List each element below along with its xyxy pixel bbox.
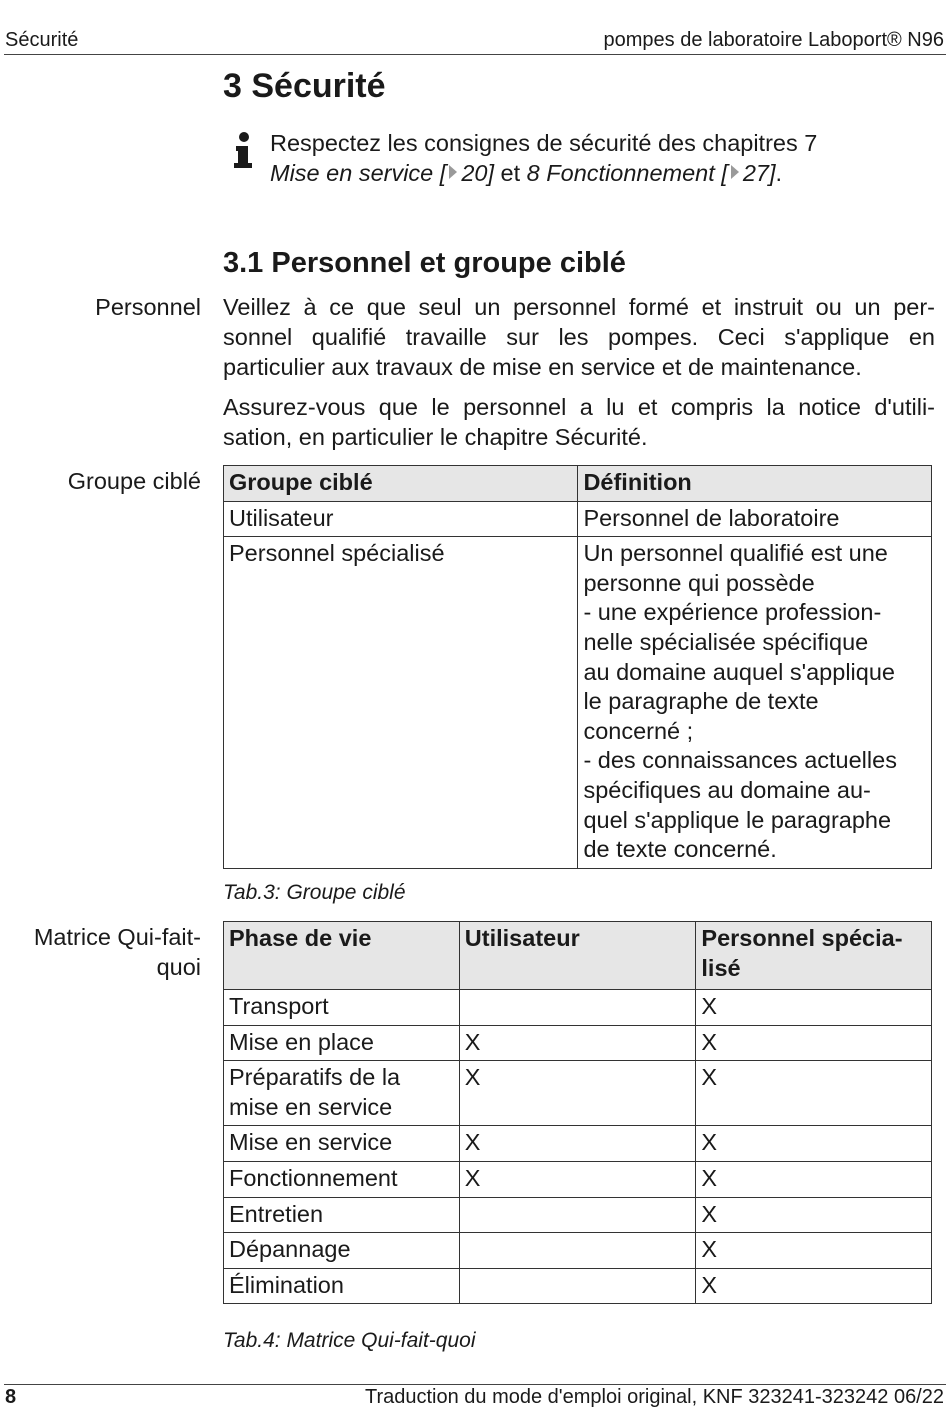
- table-header-cell: Définition: [578, 466, 932, 502]
- note-ref1-page[interactable]: 20]: [461, 160, 494, 186]
- side-label-groupe: Groupe ciblé: [67, 468, 201, 494]
- table-cell: Transport: [224, 990, 460, 1026]
- table-cell: X: [696, 1268, 932, 1304]
- table4-caption: Tab.4: Matrice Qui-fait-quoi: [223, 1329, 476, 1352]
- table-cell: Élimination: [224, 1268, 460, 1304]
- table-cell: Utilisateur: [224, 501, 578, 537]
- definition-line: nelle spécialisée spécifique: [583, 628, 869, 655]
- table-cell: X: [696, 1233, 932, 1269]
- cell-line: mise en service: [229, 1093, 393, 1120]
- running-header-product: pompes de laboratoire Laboport® N96: [603, 29, 944, 51]
- definition-line: concerné ;: [583, 717, 694, 744]
- table-header-cell: Phase de vie: [224, 922, 460, 990]
- paragraph-line: sation, en particulier le chapitre Sécurité.: [223, 424, 648, 450]
- paragraph-line: Veillez à ce que seul un personnel formé et instruit ou un per-: [223, 294, 935, 320]
- table-row: [224, 1233, 932, 1269]
- table-cell: X: [459, 1161, 696, 1197]
- table-row: [224, 537, 932, 869]
- definition-line: le paragraphe de texte: [583, 688, 819, 715]
- definition-line: quel s'applique le paragraphe: [583, 806, 892, 833]
- paragraph-line: Assurez-vous que le personnel a lu et compris la notice d'utili-: [223, 394, 935, 420]
- paragraph-line: sonnel qualifié travaille sur les pompes. Ceci s'applique en: [223, 324, 935, 350]
- table-cell: X: [696, 1061, 932, 1126]
- page-arrow-icon: [449, 165, 457, 179]
- table-header-cell: [696, 922, 932, 990]
- table-cell: [578, 537, 932, 869]
- info-note: [223, 128, 923, 188]
- page-number: 8: [5, 1386, 17, 1408]
- table-cell: X: [696, 1161, 932, 1197]
- table-cell: X: [459, 1061, 696, 1126]
- table-cell: Personnel spécialisé: [224, 537, 578, 869]
- table-cell: [459, 990, 696, 1026]
- table-header-row: [224, 466, 932, 502]
- note-ref1-number: 7: [804, 130, 818, 156]
- table-row: [224, 1161, 932, 1197]
- responsibility-matrix-table: [223, 921, 932, 1304]
- table-row: [224, 1197, 932, 1233]
- table-row: [224, 1025, 932, 1061]
- definition-line: - des connaissances actuelles: [583, 747, 897, 774]
- definition-line: personne qui possède: [583, 569, 815, 596]
- side-label-matrice: [34, 922, 201, 982]
- header-divider: [4, 54, 946, 55]
- table-row: [224, 1268, 932, 1304]
- table-cell: Mise en service: [224, 1126, 460, 1162]
- table-cell: [224, 1061, 460, 1126]
- info-icon: [223, 130, 263, 190]
- definition-line: Un personnel qualifié est une: [583, 540, 888, 567]
- table-cell: Fonctionnement: [224, 1161, 460, 1197]
- table-cell: Mise en place: [224, 1025, 460, 1061]
- running-header-section: Sécurité: [5, 29, 79, 51]
- paragraph-line: particulier aux travaux de mise en service et de maintenance.: [223, 354, 862, 380]
- table-header-cell: Groupe ciblé: [224, 466, 578, 502]
- table-header-cell: Utilisateur: [459, 922, 696, 990]
- note-conjunction: et: [493, 160, 527, 186]
- page-arrow-icon: [731, 165, 739, 179]
- target-group-table: [223, 465, 932, 869]
- note-end: .: [775, 160, 783, 186]
- table3-caption: Tab.3: Groupe ciblé: [223, 881, 406, 904]
- note-text-part1: Respectez les consignes de sécurité des chapitres: [270, 130, 805, 156]
- header-line: Personnel spécia-: [701, 925, 903, 951]
- notice-paragraph: [223, 392, 935, 452]
- table-cell: X: [696, 1126, 932, 1162]
- side-label-personnel: Personnel: [95, 294, 201, 320]
- table-cell: [459, 1268, 696, 1304]
- section-title: 3.1 Personnel et groupe ciblé: [223, 247, 626, 279]
- personnel-paragraph: [223, 292, 935, 382]
- table-cell: Entretien: [224, 1197, 460, 1233]
- note-ref2-number[interactable]: 8: [526, 160, 540, 186]
- side-label-matrice-line1: Matrice Qui-fait-: [33, 924, 201, 950]
- table-cell: X: [696, 1197, 932, 1233]
- footer-document-reference: Traduction du mode d'emploi original, KNF 323241-323242 06/22: [364, 1386, 944, 1408]
- chapter-title: 3 Sécurité: [223, 67, 386, 105]
- table-cell: [459, 1233, 696, 1269]
- definition-line: de texte concerné.: [583, 836, 777, 863]
- table-row: [224, 1126, 932, 1162]
- table-header-row: [224, 922, 932, 990]
- side-label-matrice-line2: quoi: [156, 954, 201, 980]
- table-cell: X: [696, 1025, 932, 1061]
- note-ref2-page[interactable]: 27]: [742, 160, 776, 186]
- table-cell: X: [696, 990, 932, 1026]
- table-cell: [459, 1197, 696, 1233]
- definition-line: spécifiques au domaine au-: [583, 776, 871, 803]
- table-cell: Personnel de laboratoire: [578, 501, 932, 537]
- table-cell: Dépannage: [224, 1233, 460, 1269]
- table-row: [224, 990, 932, 1026]
- cell-line: Préparatifs de la: [229, 1064, 401, 1091]
- table-row: [224, 501, 932, 537]
- table-row: [224, 1061, 932, 1126]
- note-ref1-title[interactable]: Mise en service [: [270, 160, 447, 186]
- header-line: lisé: [701, 954, 741, 981]
- table-cell: X: [459, 1025, 696, 1061]
- definition-line: au domaine auquel s'applique: [583, 658, 895, 685]
- note-ref2-title[interactable]: Fonctionnement [: [546, 160, 728, 186]
- definition-line: - une expérience profession-: [583, 599, 882, 626]
- table-cell: X: [459, 1126, 696, 1162]
